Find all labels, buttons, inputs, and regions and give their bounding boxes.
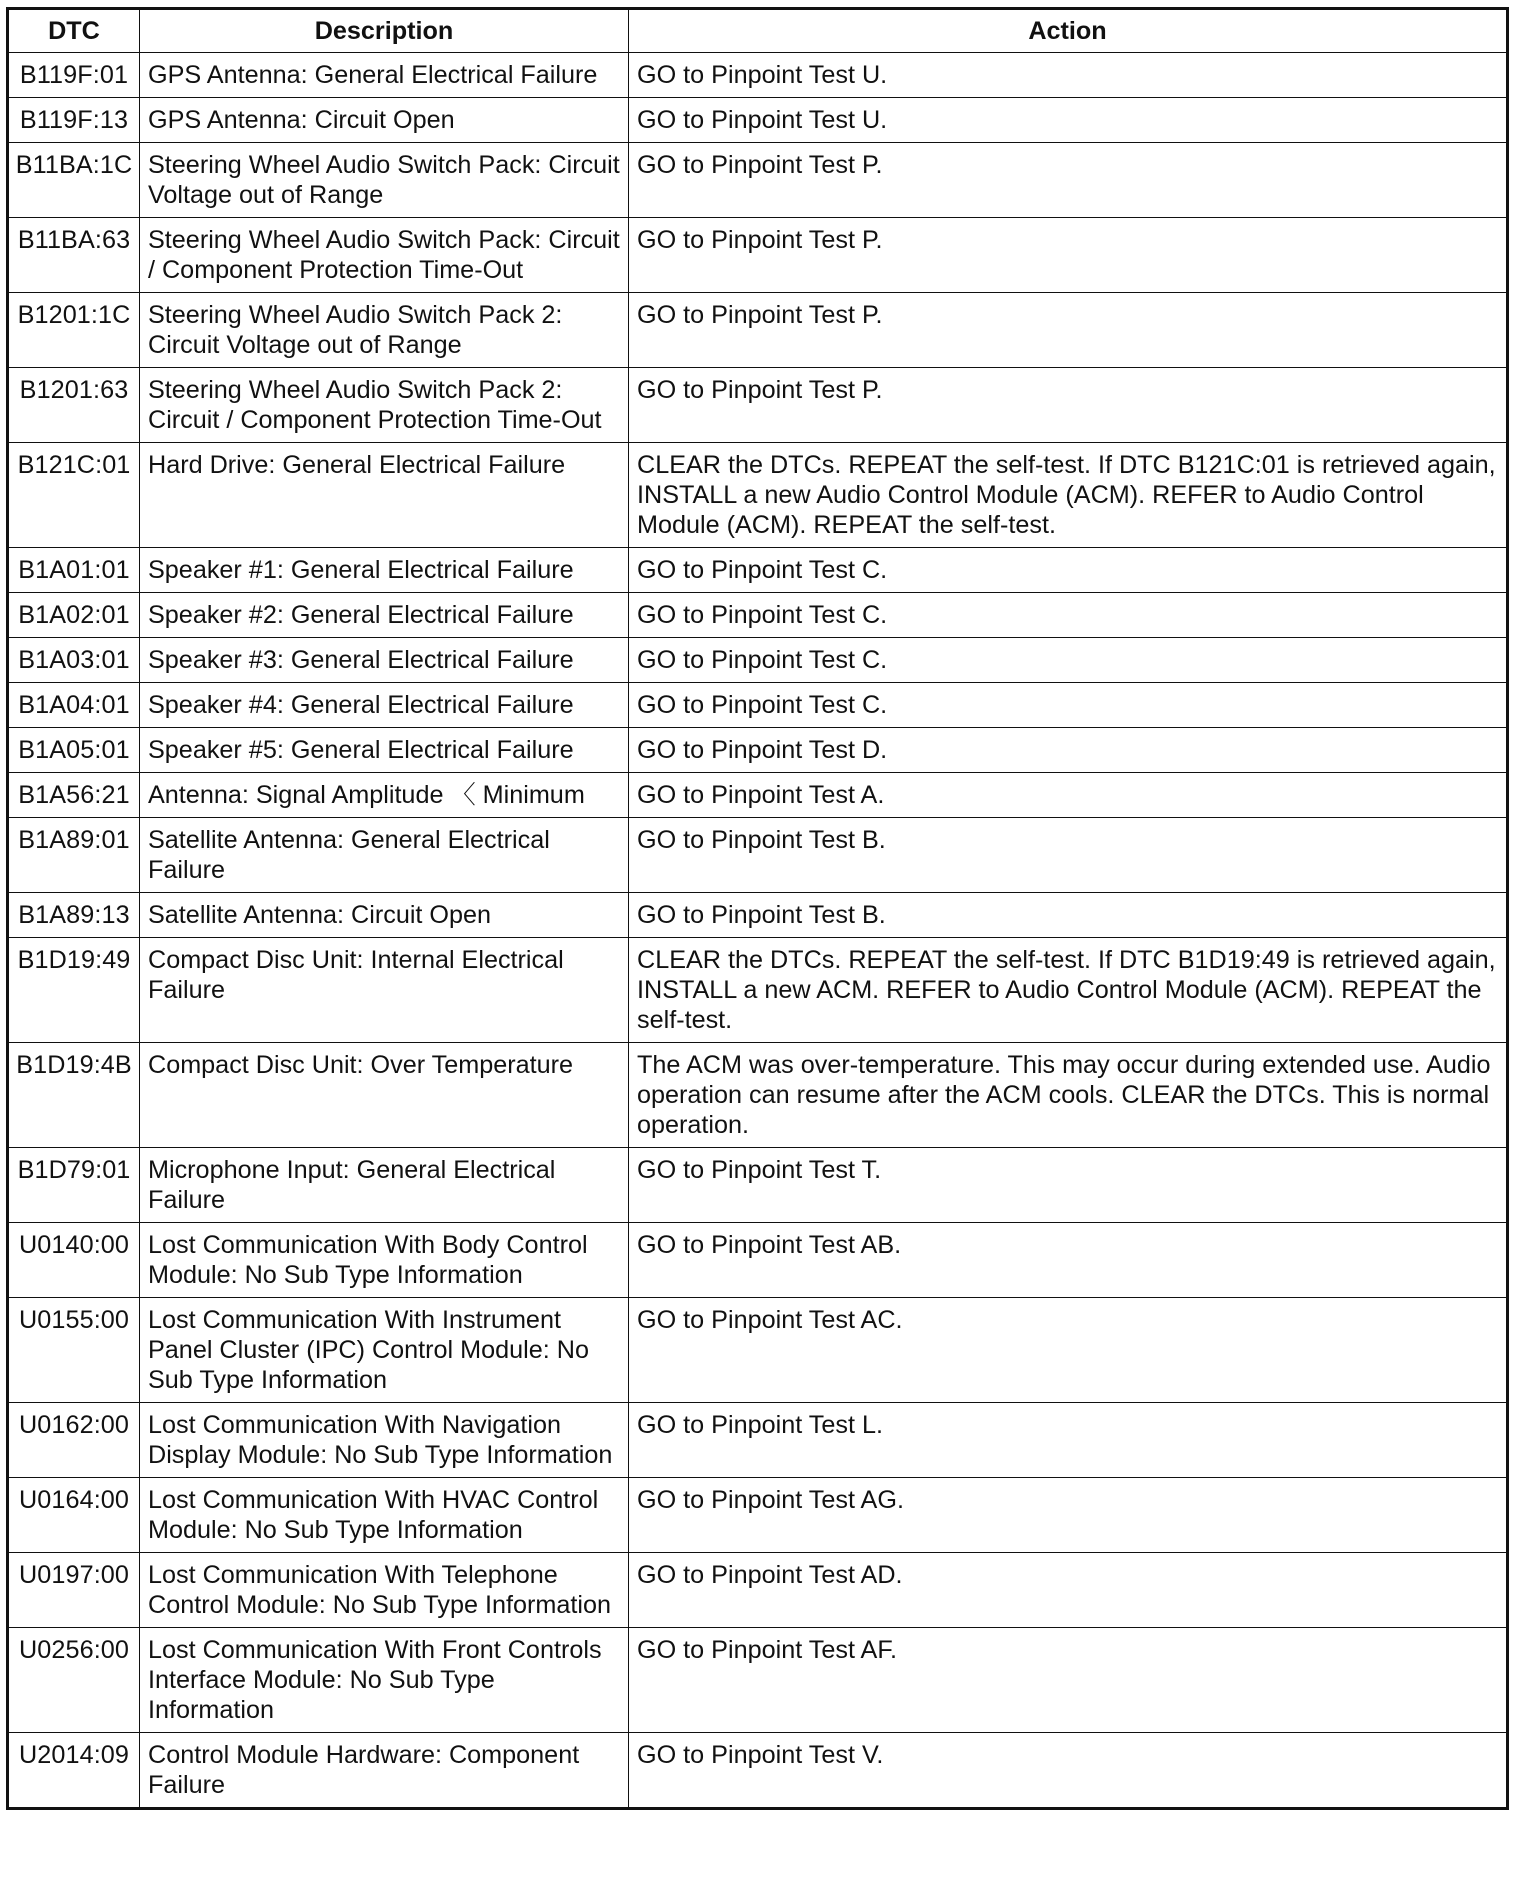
- description-cell: Speaker #2: General Electrical Failure: [140, 593, 629, 638]
- table-row: [8, 893, 1508, 938]
- dtc-table: [6, 7, 1509, 1810]
- action-cell: GO to Pinpoint Test C.: [629, 593, 1508, 638]
- dtc-cell: B1D79:01: [8, 1148, 140, 1223]
- dtc-cell: B1A01:01: [8, 548, 140, 593]
- table-row: [8, 143, 1508, 218]
- dtc-cell: B1A89:01: [8, 818, 140, 893]
- description-cell: Steering Wheel Audio Switch Pack 2: Circuit Voltage out of Range: [140, 293, 629, 368]
- action-cell: GO to Pinpoint Test P.: [629, 218, 1508, 293]
- description-cell: Microphone Input: General Electrical Failure: [140, 1148, 629, 1223]
- description-cell: Compact Disc Unit: Internal Electrical Failure: [140, 938, 629, 1043]
- table-row: [8, 728, 1508, 773]
- description-cell: Lost Communication With Navigation Display Module: No Sub Type Information: [140, 1403, 629, 1478]
- header-dtc: DTC: [8, 9, 140, 53]
- dtc-cell: B1A56:21: [8, 773, 140, 818]
- dtc-cell: U0155:00: [8, 1298, 140, 1403]
- description-cell: Lost Communication With Front Controls Interface Module: No Sub Type Information: [140, 1628, 629, 1733]
- table-row: [8, 218, 1508, 293]
- table-row: [8, 548, 1508, 593]
- dtc-cell: B121C:01: [8, 443, 140, 548]
- description-cell: Compact Disc Unit: Over Temperature: [140, 1043, 629, 1148]
- table-row: [8, 773, 1508, 818]
- header-description: Description: [140, 9, 629, 53]
- dtc-cell: B11BA:1C: [8, 143, 140, 218]
- action-cell: GO to Pinpoint Test C.: [629, 548, 1508, 593]
- dtc-cell: B1201:63: [8, 368, 140, 443]
- action-cell: GO to Pinpoint Test C.: [629, 683, 1508, 728]
- table-row: [8, 1628, 1508, 1733]
- description-cell: Lost Communication With Instrument Panel Cluster (IPC) Control Module: No Sub Type Information: [140, 1298, 629, 1403]
- dtc-cell: B119F:13: [8, 98, 140, 143]
- action-cell: GO to Pinpoint Test P.: [629, 293, 1508, 368]
- dtc-cell: U0140:00: [8, 1223, 140, 1298]
- table-row: [8, 1478, 1508, 1553]
- description-cell: Steering Wheel Audio Switch Pack: Circuit / Component Protection Time-Out: [140, 218, 629, 293]
- dtc-cell: B1D19:4B: [8, 1043, 140, 1148]
- table-row: [8, 293, 1508, 368]
- description-cell: GPS Antenna: General Electrical Failure: [140, 53, 629, 98]
- action-cell: GO to Pinpoint Test B.: [629, 818, 1508, 893]
- description-cell: Speaker #1: General Electrical Failure: [140, 548, 629, 593]
- action-cell: GO to Pinpoint Test AG.: [629, 1478, 1508, 1553]
- action-cell: GO to Pinpoint Test AD.: [629, 1553, 1508, 1628]
- dtc-cell: B1A05:01: [8, 728, 140, 773]
- description-cell: Steering Wheel Audio Switch Pack 2: Circuit / Component Protection Time-Out: [140, 368, 629, 443]
- action-cell: GO to Pinpoint Test T.: [629, 1148, 1508, 1223]
- table-row: [8, 1148, 1508, 1223]
- table-body: [8, 53, 1508, 1809]
- table-row: [8, 1043, 1508, 1148]
- action-cell: GO to Pinpoint Test P.: [629, 368, 1508, 443]
- table-row: [8, 443, 1508, 548]
- description-cell: GPS Antenna: Circuit Open: [140, 98, 629, 143]
- description-cell: Hard Drive: General Electrical Failure: [140, 443, 629, 548]
- dtc-cell: B1A04:01: [8, 683, 140, 728]
- dtc-cell: B11BA:63: [8, 218, 140, 293]
- table-header: [8, 9, 1508, 53]
- header-row: [8, 9, 1508, 53]
- dtc-cell: U2014:09: [8, 1733, 140, 1809]
- table-row: [8, 1298, 1508, 1403]
- description-cell: Lost Communication With HVAC Control Module: No Sub Type Information: [140, 1478, 629, 1553]
- table-row: [8, 53, 1508, 98]
- table-row: [8, 818, 1508, 893]
- description-cell: Speaker #4: General Electrical Failure: [140, 683, 629, 728]
- action-cell: GO to Pinpoint Test AB.: [629, 1223, 1508, 1298]
- table-row: [8, 1553, 1508, 1628]
- dtc-cell: B1A03:01: [8, 638, 140, 683]
- action-cell: GO to Pinpoint Test B.: [629, 893, 1508, 938]
- action-cell: GO to Pinpoint Test AC.: [629, 1298, 1508, 1403]
- table-row: [8, 1733, 1508, 1809]
- dtc-cell: B1201:1C: [8, 293, 140, 368]
- action-cell: GO to Pinpoint Test AF.: [629, 1628, 1508, 1733]
- dtc-cell: U0162:00: [8, 1403, 140, 1478]
- action-cell: GO to Pinpoint Test A.: [629, 773, 1508, 818]
- table-row: [8, 683, 1508, 728]
- header-action: Action: [629, 9, 1508, 53]
- table-row: [8, 1223, 1508, 1298]
- dtc-cell: B119F:01: [8, 53, 140, 98]
- description-cell: Speaker #3: General Electrical Failure: [140, 638, 629, 683]
- action-cell: The ACM was over-temperature. This may occur during extended use. Audio operation can resume after the ACM cools. CLEAR the DTCs. This is normal operation.: [629, 1043, 1508, 1148]
- action-cell: GO to Pinpoint Test U.: [629, 53, 1508, 98]
- action-cell: GO to Pinpoint Test V.: [629, 1733, 1508, 1809]
- action-cell: GO to Pinpoint Test L.: [629, 1403, 1508, 1478]
- description-cell: Steering Wheel Audio Switch Pack: Circuit Voltage out of Range: [140, 143, 629, 218]
- description-cell: Lost Communication With Telephone Control Module: No Sub Type Information: [140, 1553, 629, 1628]
- action-cell: GO to Pinpoint Test U.: [629, 98, 1508, 143]
- description-cell: Lost Communication With Body Control Module: No Sub Type Information: [140, 1223, 629, 1298]
- action-cell: CLEAR the DTCs. REPEAT the self-test. If DTC B121C:01 is retrieved again, INSTALL a new Audio Control Module (ACM). REFER to Audio Control Module (ACM). REPEAT the self-test.: [629, 443, 1508, 548]
- dtc-cell: B1A89:13: [8, 893, 140, 938]
- action-cell: CLEAR the DTCs. REPEAT the self-test. If DTC B1D19:49 is retrieved again, INSTALL a new ACM. REFER to Audio Control Module (ACM). REPEAT the self-test.: [629, 938, 1508, 1043]
- dtc-cell: B1A02:01: [8, 593, 140, 638]
- table-row: [8, 98, 1508, 143]
- table-row: [8, 1403, 1508, 1478]
- table-row: [8, 938, 1508, 1043]
- table-row: [8, 368, 1508, 443]
- dtc-cell: B1D19:49: [8, 938, 140, 1043]
- dtc-cell: U0164:00: [8, 1478, 140, 1553]
- action-cell: GO to Pinpoint Test C.: [629, 638, 1508, 683]
- dtc-cell: U0197:00: [8, 1553, 140, 1628]
- description-cell: Satellite Antenna: Circuit Open: [140, 893, 629, 938]
- description-cell: Control Module Hardware: Component Failure: [140, 1733, 629, 1809]
- table-row: [8, 638, 1508, 683]
- action-cell: GO to Pinpoint Test D.: [629, 728, 1508, 773]
- table-row: [8, 593, 1508, 638]
- description-cell: Satellite Antenna: General Electrical Failure: [140, 818, 629, 893]
- action-cell: GO to Pinpoint Test P.: [629, 143, 1508, 218]
- description-cell: Antenna: Signal Amplitude 〈 Minimum: [140, 773, 629, 818]
- dtc-cell: U0256:00: [8, 1628, 140, 1733]
- description-cell: Speaker #5: General Electrical Failure: [140, 728, 629, 773]
